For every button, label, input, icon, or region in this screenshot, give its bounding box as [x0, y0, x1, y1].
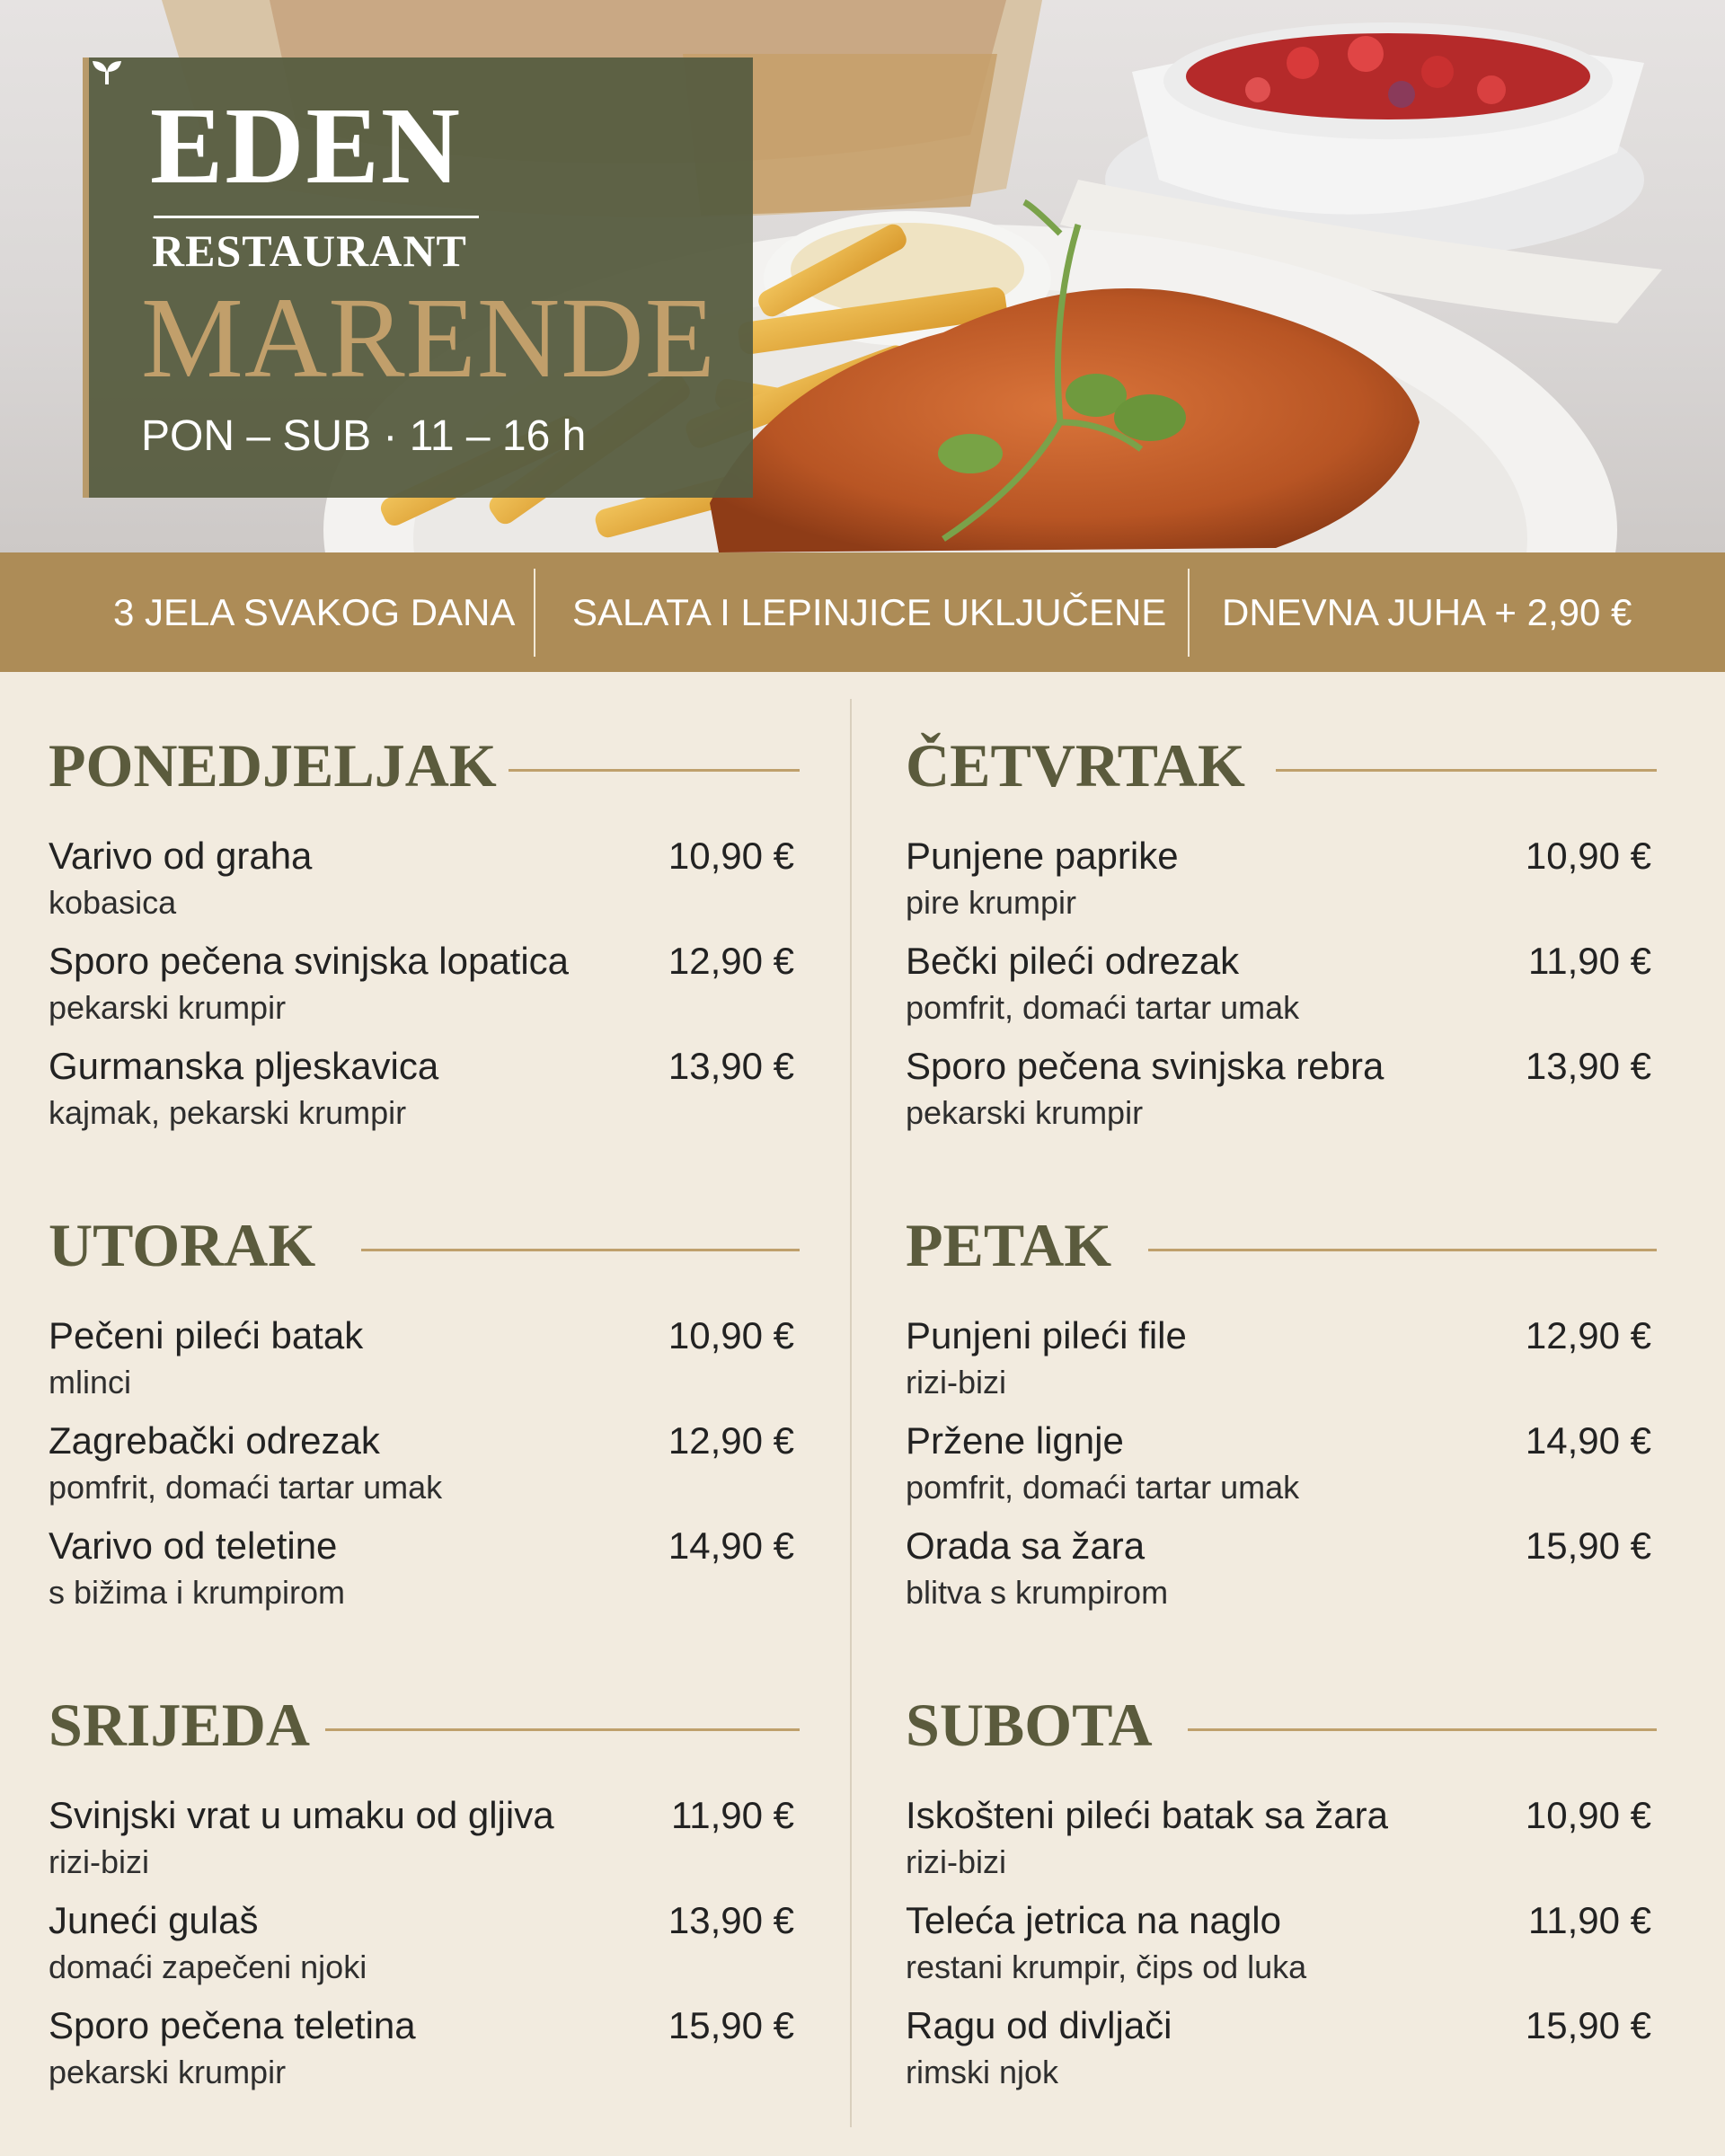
dish-price: 10,90 €	[1525, 1794, 1651, 1836]
menu-item	[49, 1524, 800, 1626]
day-thursday	[906, 731, 1657, 1148]
dish-side: pire krumpir	[906, 884, 1077, 921]
heading-rule	[325, 1728, 800, 1731]
dish-price: 10,90 €	[668, 835, 794, 877]
dish-name: Bečki pileći odrezak	[906, 940, 1240, 982]
dish-side: kajmak, pekarski krumpir	[49, 1094, 407, 1131]
day-heading: PONEDJELJAK	[49, 731, 497, 800]
menu-item	[49, 942, 800, 1041]
day-tuesday	[49, 1211, 800, 1628]
day-wednesday	[49, 1691, 800, 2107]
day-heading: SRIJEDA	[49, 1691, 310, 1759]
brand-name: EDEN	[150, 85, 462, 207]
dish-name: Sporo pečena svinjska lopatica	[49, 940, 570, 982]
menu-item	[49, 1899, 800, 2001]
dish-side: s bižima i krumpirom	[49, 1574, 346, 1611]
menu-item	[49, 2004, 800, 2106]
dish-name: Sporo pečena svinjska rebra	[906, 1045, 1384, 1087]
menu-item	[49, 1794, 800, 1895]
dish-side: mlinci	[49, 1364, 132, 1401]
dish-price: 11,90 €	[1527, 940, 1651, 982]
dish-name: Zagrebački odrezak	[49, 1419, 380, 1462]
menu-item	[49, 837, 800, 936]
dish-name: Juneći gulaš	[49, 1899, 259, 1941]
dish-side: domaći zapečeni njoki	[49, 1948, 367, 1985]
day-heading: ČETVRTAK	[906, 731, 1245, 800]
dish-name: Teleća jetrica na naglo	[906, 1899, 1281, 1941]
dish-name: Ragu od divljači	[906, 2004, 1172, 2046]
dish-price: 13,90 €	[668, 1899, 794, 1941]
heading-rule	[509, 769, 800, 772]
column-divider	[850, 699, 852, 2127]
dish-side: pomfrit, domaći tartar umak	[49, 1469, 443, 1506]
dish-name: Varivo od graha	[49, 835, 313, 877]
day-friday	[906, 1211, 1657, 1628]
menu-item	[906, 1047, 1657, 1146]
heading-rule	[1148, 1249, 1657, 1251]
dish-price: 10,90 €	[1525, 835, 1651, 877]
dish-price: 13,90 €	[1525, 1045, 1651, 1087]
dish-side: restani krumpir, čips od luka	[906, 1948, 1307, 1985]
dish-price: 12,90 €	[668, 940, 794, 982]
dish-name: Pržene lignje	[906, 1419, 1124, 1462]
dish-price: 14,90 €	[1525, 1419, 1651, 1462]
dish-name: Orada sa žara	[906, 1524, 1146, 1567]
dish-price: 13,90 €	[668, 1045, 794, 1087]
dish-price: 10,90 €	[668, 1314, 794, 1356]
dish-side: pekarski krumpir	[906, 1094, 1144, 1131]
day-heading: SUBOTA	[906, 1691, 1153, 1759]
dish-price: 12,90 €	[1525, 1314, 1651, 1356]
info-three-dishes: 3 JELA SVAKOG DANA	[113, 591, 516, 633]
menu-item	[49, 1047, 800, 1146]
sprout-icon	[89, 57, 125, 86]
day-heading: UTORAK	[49, 1211, 316, 1279]
menu-item	[906, 1314, 1657, 1416]
dish-name: Sporo pečena teletina	[49, 2004, 416, 2046]
hero-banner	[0, 0, 1725, 552]
menu-item	[906, 837, 1657, 936]
menu-item	[49, 1419, 800, 1521]
heading-rule	[361, 1249, 800, 1251]
day-saturday	[906, 1691, 1657, 2107]
dish-side: pomfrit, domaći tartar umak	[906, 989, 1300, 1026]
menu-item	[906, 942, 1657, 1041]
info-daily-soup: DNEVNA JUHA + 2,90 €	[1222, 591, 1632, 633]
day-monday	[49, 731, 800, 1148]
dish-side: rizi-bizi	[906, 1364, 1006, 1401]
dish-name: Svinjski vrat u umaku od gljiva	[49, 1794, 554, 1836]
dish-price: 14,90 €	[668, 1524, 794, 1567]
menu-item	[906, 1524, 1657, 1626]
menu-item	[49, 1314, 800, 1416]
menu-item	[906, 1899, 1657, 2001]
dish-price: 11,90 €	[1527, 1899, 1651, 1941]
menu-title: MARENDE	[141, 274, 716, 402]
dish-side: rizi-bizi	[906, 1843, 1006, 1880]
dish-side: rizi-bizi	[49, 1843, 149, 1880]
dish-side: rimski njok	[906, 2054, 1059, 2090]
dish-name: Varivo od teletine	[49, 1524, 338, 1567]
menu-item	[906, 1794, 1657, 1895]
dish-price: 11,90 €	[670, 1794, 794, 1836]
dish-price: 12,90 €	[668, 1419, 794, 1462]
dish-name: Gurmanska pljeskavica	[49, 1045, 439, 1087]
info-separator	[1188, 569, 1190, 657]
heading-rule	[1276, 769, 1657, 772]
menu-item	[906, 2004, 1657, 2106]
dish-side: kobasica	[49, 884, 177, 921]
heading-rule	[1188, 1728, 1657, 1731]
dish-side: blitva s krumpirom	[906, 1574, 1169, 1611]
info-band	[0, 552, 1725, 672]
dish-price: 15,90 €	[1525, 2004, 1651, 2046]
day-heading: PETAK	[906, 1211, 1112, 1279]
info-separator	[534, 569, 535, 657]
info-salad-included: SALATA I LEPINJICE UKLJUČENE	[572, 591, 1167, 633]
dish-name: Iskošteni pileći batak sa žara	[906, 1794, 1388, 1836]
dish-side: pomfrit, domaći tartar umak	[906, 1469, 1300, 1506]
dish-name: Punjene paprike	[906, 835, 1179, 877]
menu-item	[906, 1419, 1657, 1521]
dish-price: 15,90 €	[1525, 1524, 1651, 1567]
logo-panel	[83, 57, 753, 498]
dish-side: pekarski krumpir	[49, 989, 287, 1026]
dish-side: pekarski krumpir	[49, 2054, 287, 2090]
brand-underline	[154, 216, 479, 218]
brand-subtitle: RESTAURANT	[152, 225, 467, 276]
dish-price: 15,90 €	[668, 2004, 794, 2046]
dish-name: Punjeni pileći file	[906, 1314, 1187, 1356]
dish-name: Pečeni pileći batak	[49, 1314, 364, 1356]
opening-hours: PON – SUB · 11 – 16 h	[141, 412, 587, 460]
